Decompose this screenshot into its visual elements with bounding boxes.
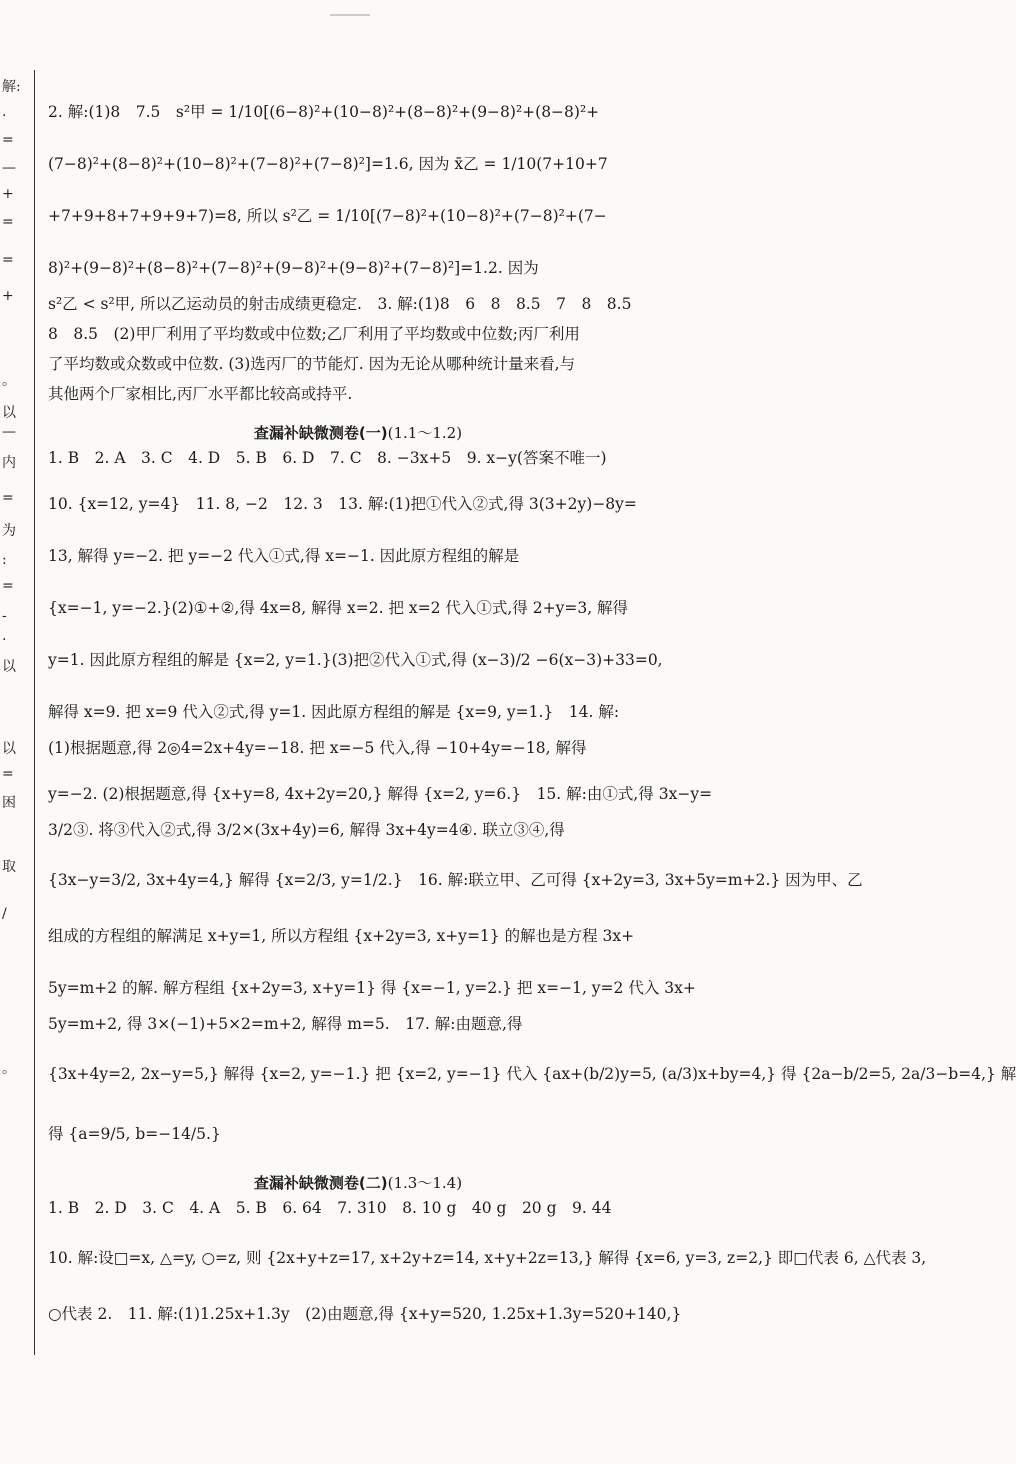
section-title-2 — [48, 1168, 668, 1198]
text-line: 5y=m+2 的解. 解方程组 {x+2y=3, x+y=1} 得 {x=−1, y=2.} 把 x=−1, y=2 代入 3x+ — [48, 979, 696, 997]
gutter-char: . — [2, 628, 7, 644]
text-line: 组成的方程组的解满足 x+y=1, 所以方程组 {x+2y=3, x+y=1} 的解也是方程 3x+ — [48, 927, 635, 945]
section-2-answers — [48, 1198, 927, 1340]
text-line: 得 {a=9/5, b=−14/5.} — [48, 1125, 221, 1143]
gutter-char: 取 — [2, 859, 16, 875]
gutter-char: . — [2, 104, 7, 120]
section-title-text: 查漏补缺微测卷(一) — [253, 424, 388, 442]
text-line: 2. 解:(1)8 7.5 s²甲 = 1/10[(6−8)²+(10−8)²+(8−8)²+(9−8)²+(8−8)²+ — [48, 103, 600, 121]
gutter-char: 以 — [2, 659, 16, 675]
gutter-char: = — [2, 578, 14, 594]
gutter-char: — — [2, 160, 16, 176]
text-line: ○代表 2. 11. 解:(1)1.25x+1.3y (2)由题意,得 {x+y=520, 1.25x+1.3y=520+140,} — [48, 1305, 682, 1323]
section-title-1 — [48, 418, 668, 448]
section-range: (1.3～1.4) — [387, 1174, 463, 1192]
text-line: y=1. 因此原方程组的解是 {x=2, y=1.}(3)把②代入①式,得 (x−3)/2 −6(x−3)+33=0, — [48, 651, 663, 669]
gutter-char: 。 — [2, 1061, 16, 1077]
text-line: (7−8)²+(8−8)²+(10−8)²+(7−8)²+(7−8)²]=1.6, 因为 x̄乙 = 1/10(7+10+7 — [48, 155, 608, 173]
gutter-char: 。 — [2, 373, 16, 389]
text-line: 其他两个厂家相比,丙厂水平都比较高或持平. — [48, 385, 353, 403]
text-line: 8 8.5 (2)甲厂利用了平均数或中位数;乙厂利用了平均数或中位数;丙厂利用 — [48, 325, 580, 343]
text-line: y=−2. (2)根据题意,得 {x+y=8, 4x+2y=20,} 解得 {x=2, y=6.} 15. 解:由①式,得 3x−y= — [48, 785, 713, 803]
left-gutter — [0, 0, 34, 1380]
text-line: 了平均数或众数或中位数. (3)选丙厂的节能灯. 因为无论从哪种统计量来看,与 — [48, 355, 576, 373]
text-line: {3x−y=3/2, 3x+4y=4,} 解得 {x=2/3, y=1/2.} 16. 解:联立甲、乙可得 {x+2y=3, 3x+5y=m+2.} 因为甲、乙 — [48, 871, 863, 889]
text-line: s²乙 < s²甲, 所以乙运动员的射击成绩更稳定. 3. 解:(1)8 6 8 8.5 7 8 8.5 — [48, 295, 632, 313]
answer-page — [48, 86, 1016, 1340]
gutter-char: = — [2, 252, 14, 268]
gutter-char: 为 — [2, 523, 16, 539]
text-line: 10. 解:设□=x, △=y, ○=z, 则 {2x+y+z=17, x+2y+z=14, x+y+2z=13,} 解得 {x=6, y=3, z=2,} 即□代表 6, △代表 3, — [48, 1249, 927, 1267]
text-line: 8)²+(9−8)²+(8−8)²+(7−8)²+(9−8)²+(9−8)²+(7−8)²]=1.2. 因为 — [48, 259, 539, 277]
problem-block-statistics — [48, 86, 668, 414]
gutter-char: — — [2, 424, 16, 440]
column-rule — [34, 70, 35, 1355]
text-line: 5y=m+2, 得 3×(−1)+5×2=m+2, 解得 m=5. 17. 解:由题意,得 — [48, 1015, 523, 1033]
gutter-char: 以 — [2, 405, 16, 421]
gutter-char: : — [2, 552, 7, 568]
text-line: 解得 x=9. 把 x=9 代入②式,得 y=1. 因此原方程组的解是 {x=9, y=1.} 14. 解: — [48, 703, 620, 721]
gutter-char: 内 — [2, 455, 16, 471]
gutter-char: + — [2, 288, 14, 304]
top-mark — [330, 14, 370, 16]
section-title-text: 查漏补缺微测卷(二) — [253, 1174, 388, 1192]
text-line: 13, 解得 y=−2. 把 y=−2 代入①式,得 x=−1. 因此原方程组的解是 — [48, 547, 520, 565]
gutter-char: = — [2, 766, 14, 782]
gutter-char: + — [2, 186, 14, 202]
text-line: +7+9+8+7+9+9+7)=8, 所以 s²乙 = 1/10[(7−8)²+(10−8)²+(7−8)²+(7− — [48, 207, 607, 225]
text-line: {x=−1, y=−2.}(2)①+②,得 4x=8, 解得 x=2. 把 x=2 代入①式,得 2+y=3, 解得 — [48, 599, 629, 617]
gutter-char: - — [2, 608, 7, 624]
gutter-char: 困 — [2, 795, 16, 811]
text-line: 3/2③. 将③代入②式,得 3/2×(3x+4y)=6, 解得 3x+4y=4④. 联立③④,得 — [48, 821, 565, 839]
gutter-char: = — [2, 490, 14, 506]
text-line: 1. B 2. A 3. C 4. D 5. B 6. D 7. C 8. −3x+5 9. x−y(答案不唯一) — [48, 449, 607, 467]
text-line: 10. {x=12, y=4} 11. 8, −2 12. 3 13. 解:(1)把①代入②式,得 3(3+2y)−8y= — [48, 495, 637, 513]
gutter-char: / — [2, 906, 7, 922]
gutter-char: = — [2, 132, 14, 148]
section-range: (1.1～1.2) — [387, 424, 463, 442]
section-1-answers — [48, 448, 1016, 1164]
text-line: {3x+4y=2, 2x−y=5,} 解得 {x=2, y=−1.} 把 {x=2, y=−1} 代入 {ax+(b/2)y=5, (a/3)x+by=4,} 得 {2a−b/2=5, 2a/3−b=4,} 解 — [48, 1065, 1016, 1083]
gutter-char: 以 — [2, 741, 16, 757]
gutter-char: = — [2, 214, 14, 230]
text-line: (1)根据题意,得 2◎4=2x+4y=−18. 把 x=−5 代入,得 −10+4y=−18, 解得 — [48, 739, 587, 757]
text-line: 1. B 2. D 3. C 4. A 5. B 6. 64 7. 310 8. 10 g 40 g 20 g 9. 44 — [48, 1199, 612, 1217]
gutter-char: 解: — [2, 79, 21, 95]
